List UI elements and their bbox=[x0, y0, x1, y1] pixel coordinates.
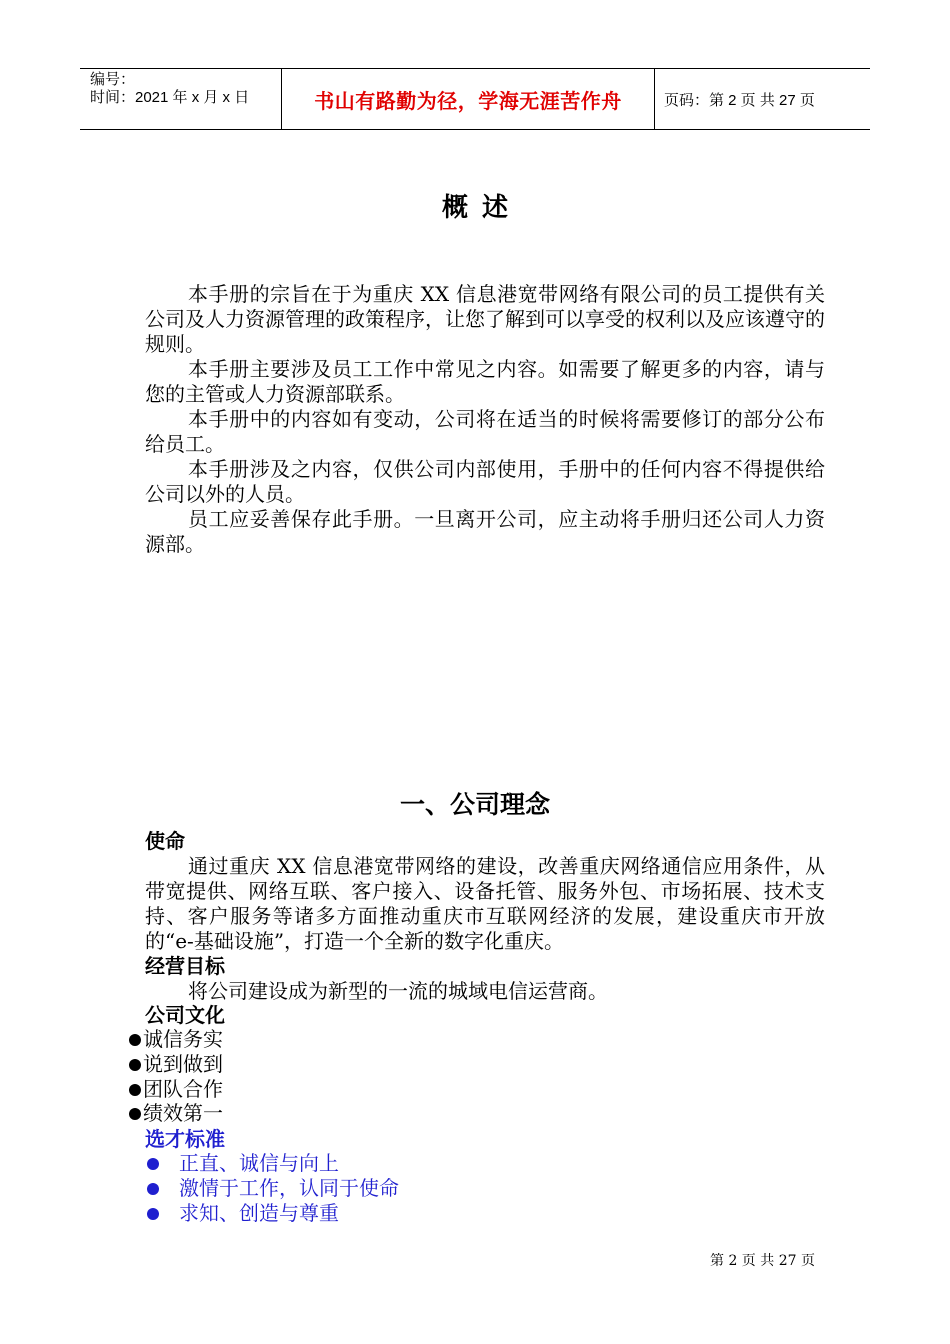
talent-item-label: 求知、创造与尊重 bbox=[179, 1201, 339, 1225]
overview-paragraph: 员工应妥善保存此手册。一旦离开公司，应主动将手册归还公司人力资源部。 bbox=[145, 507, 825, 556]
bullet-icon bbox=[145, 1176, 179, 1201]
overview-paragraph: 本手册中的内容如有变动，公司将在适当的时候将需要修订的部分公布给员工。 bbox=[145, 407, 825, 456]
culture-item-label: 团队合作 bbox=[143, 1077, 223, 1101]
overview-paragraph: 本手册的宗旨在于为重庆 XX 信息港宽带网络有限公司的员工提供有关公司及人力资源管理的政策程序，让您了解到可以享受的权利以及应该遵守的规则。 bbox=[145, 282, 825, 356]
header-divider bbox=[654, 69, 655, 129]
motto: 书山有路勤为径，学海无涯苦作舟 bbox=[314, 89, 622, 113]
talent-item bbox=[145, 1201, 339, 1226]
header-table bbox=[80, 68, 870, 130]
time-label: 时间：2021 年 x 月 x 日 bbox=[90, 89, 250, 106]
header-meta bbox=[90, 71, 249, 107]
culture-heading: 公司文化 bbox=[145, 1003, 225, 1027]
overview-title: 概述 bbox=[441, 193, 522, 223]
goal-heading: 经营目标 bbox=[145, 954, 225, 978]
number-label: 编号： bbox=[90, 71, 136, 88]
section-title: 一、公司理念 bbox=[399, 790, 550, 819]
goal-text: 将公司建设成为新型的一流的城域电信运营商。 bbox=[188, 979, 608, 1003]
bullet-icon bbox=[127, 1101, 143, 1126]
culture-item bbox=[127, 1077, 223, 1102]
culture-item-label: 诚信务实 bbox=[143, 1027, 223, 1051]
mission-heading: 使命 bbox=[145, 829, 185, 853]
bullet-icon bbox=[145, 1151, 179, 1176]
bullet-icon bbox=[127, 1052, 143, 1077]
talent-item bbox=[145, 1151, 339, 1176]
bullet-icon bbox=[127, 1077, 143, 1102]
overview-paragraph: 本手册涉及之内容，仅供公司内部使用，手册中的任何内容不得提供给公司以外的人员。 bbox=[145, 457, 825, 506]
page-footer: 第 2 页 共 27 页 bbox=[710, 1253, 815, 1269]
culture-item bbox=[127, 1027, 223, 1052]
page-info: 页码：第 2 页 共 27 页 bbox=[664, 92, 815, 109]
talent-item bbox=[145, 1176, 399, 1201]
overview-paragraph: 本手册主要涉及员工工作中常见之内容。如需要了解更多的内容，请与您的主管或人力资源部联系。 bbox=[145, 357, 825, 406]
culture-item-label: 绩效第一 bbox=[143, 1101, 223, 1125]
culture-item-label: 说到做到 bbox=[143, 1052, 223, 1076]
bullet-icon bbox=[127, 1027, 143, 1052]
culture-item bbox=[127, 1052, 223, 1077]
culture-item bbox=[127, 1101, 223, 1126]
talent-item-label: 激情于工作，认同于使命 bbox=[179, 1176, 399, 1200]
talent-item-label: 正直、诚信与向上 bbox=[179, 1151, 339, 1175]
mission-text: 通过重庆 XX 信息港宽带网络的建设，改善重庆网络通信应用条件，从带宽提供、网络互联、客户接入、设备托管、服务外包、市场拓展、技术支持、客户服务等诸多方面推动重庆市互联网经济的发展，建设重庆市开放的“e-基础设施”，打造一个全新的数字化重庆。 bbox=[145, 854, 825, 953]
bullet-icon bbox=[145, 1201, 179, 1226]
talent-heading: 选才标准 bbox=[145, 1127, 225, 1151]
